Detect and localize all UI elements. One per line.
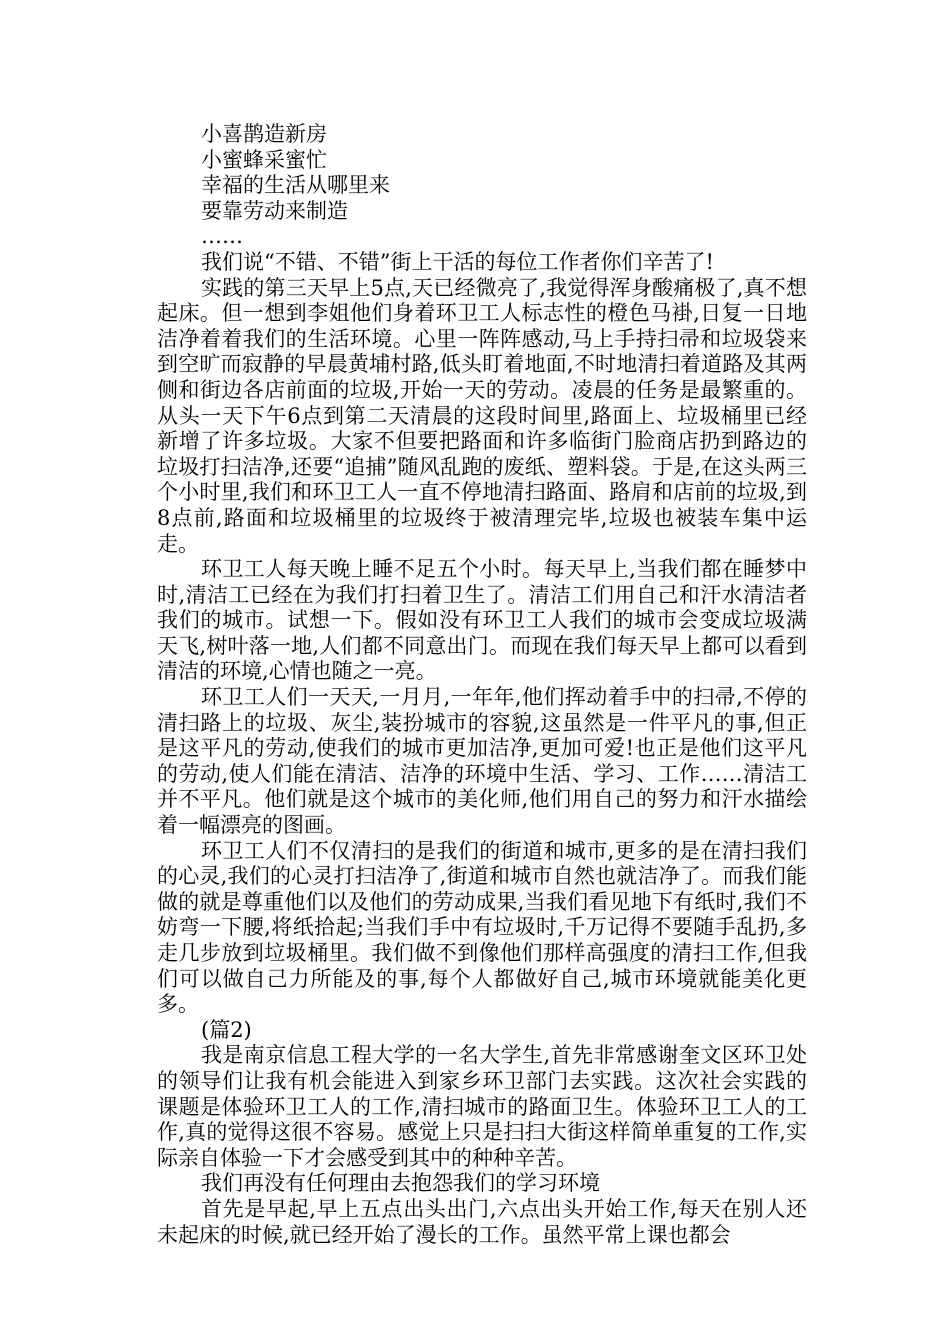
paragraph: 环卫工人每天晚上睡不足五个小时。每天早上,当我们都在睡梦中时,清洁工已经在为我们打扫着卫生了。清洁工们用自己和汗水清洁者我们的城市。试想一下。假如没有环卫工人我们的城市会变成垃圾满天飞,树叶落一地,人们都不同意出门。而现在我们每天早上都可以看到清洁的环境,心情也随之一亮。 xyxy=(157,557,807,684)
paragraph: 我们再没有任何理由去抱怨我们的学习环境 xyxy=(201,1171,600,1196)
paragraph: 实践的第三天早上5点,天已经微亮了,我觉得浑身酸痛极了,真不想起床。但一想到李姐他们身着环卫工人标志性的橙色马褂,日复一日地洁净着着我们的生活环境。心里一阵阵感动,马上手持扫帚和垃圾袋来到空旷而寂静的早晨黄埔村路,低头盯着地面,不时地清扫着道路及其两侧和街边各店前面的垃圾,开始一天的劳动。凌晨的任务是最繁重的。从头一天下午6点到第二天清晨的这段时间里,路面上、垃圾桶里已经新增了许多垃圾。大家不但要把路面和许多临街门脸商店扔到路边的垃圾打扫洁净,还要“追捕”随风乱跑的废纸、塑料袋。于是,在这头两三个小时里,我们和环卫工人一直不停地清扫路面、路肩和店前的垃圾,到8点前,路面和垃圾桶里的垃圾终于被清理完毕,垃圾也被装车集中运走。 xyxy=(157,275,807,556)
poem-line: 小蜜蜂采蜜忙 xyxy=(201,147,327,172)
paragraph: 环卫工人们一天天,一月月,一年年,他们挥动着手中的扫帚,不停的清扫路上的垃圾、灰尘,装扮城市的容貌,这虽然是一件平凡的事,但正是这平凡的劳动,使我们的城市更加洁净,更加可爱!也正是他们这平凡的劳动,使人们能在清洁、洁净的环境中生活、学习、工作……清洁工并不平凡。他们就是这个城市的美化师,他们用自己的努力和汗水描绘着一幅漂亮的图画。 xyxy=(157,685,807,838)
poem-ellipsis: …… xyxy=(201,224,243,249)
paragraph: 环卫工人们不仅清扫的是我们的街道和城市,更多的是在清扫我们的心灵,我们的心灵打扫洁净了,街道和城市自然也就洁净了。而我们能做的就是尊重他们以及他们的劳动成果,当我们看见地下有纸时,我们不妨弯一下腰,将纸拾起;当我们手中有垃圾时,千万记得不要随手乱扔,多走几步放到垃圾桶里。我们做不到像他们那样高强度的清扫工作,但我们可以做自己力所能及的事,每个人都做好自己,城市环境就能美化更多。 xyxy=(157,838,807,1017)
document-body xyxy=(157,122,807,1248)
paragraph: 首先是早起,早上五点出头出门,六点出头开始工作,每天在别人还未起床的时候,就已经开始了漫长的工作。虽然平常上课也都会 xyxy=(157,1196,807,1247)
paragraph: 我们说“不错、不错”街上干活的每位工作者你们辛苦了! xyxy=(201,249,714,274)
poem-line: 要靠劳动来制造 xyxy=(201,198,348,223)
poem-line: 幸福的生活从哪里来 xyxy=(201,173,390,198)
section-heading: (篇2) xyxy=(201,1017,252,1042)
poem-line: 小喜鹊造新房 xyxy=(201,122,327,146)
paragraph: 我是南京信息工程大学的一名大学生,首先非常感谢奎文区环卫处的领导们让我有机会能进入到家乡环卫部门去实践。这次社会实践的课题是体验环卫工人的工作,清扫城市的路面卫生。体验环卫工人的工作,真的觉得这很不容易。感觉上只是扫扫大街这样简单重复的工作,实际亲自体验一下才会感受到其中的种种辛苦。 xyxy=(157,1043,807,1170)
